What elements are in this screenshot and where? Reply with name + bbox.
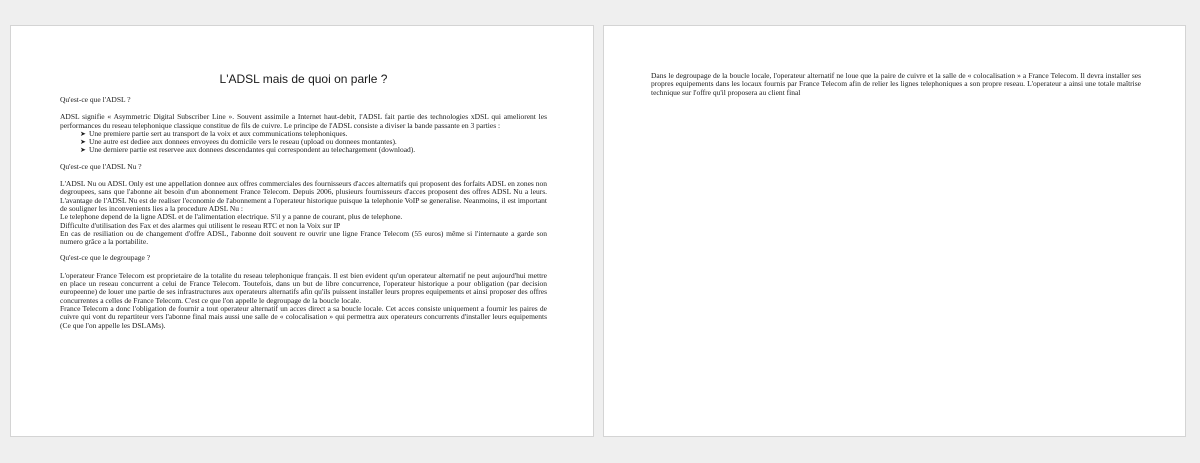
text-line: Le telephone depend de la ligne ADSL et de l'alimentation electrique. S'il y a panne de courant, plus de telephone. <box>60 212 403 222</box>
paragraph-degroupage-2: France Telecom a donc l'obligation de fournir a tout operateur alternatif un acces direct a sa boucle locale. Cet acces consiste uniquement a fournir les paires de cuivre qui vont du repartiteur vers l'abonne final mais aussi une salle de « colocalisation » qui permettra aux operateurs concurrents d'installer leurs equipements (Ce que l'on appelle les DSLAMs). <box>60 303 547 330</box>
page-1-body <box>60 72 547 330</box>
document-title: L'ADSL mais de quoi on parle ? <box>219 72 388 86</box>
bandwidth-parts-list <box>60 130 547 155</box>
paragraph-adsl-nu: L'ADSL Nu ou ADSL Only est une appellation donnee aux offres commerciales des fournisseurs d'acces alternatifs qui proposent des forfaits ADSL en zones non degroupees, sans que l'abonne ait besoin d'un abonnement France Telecom. Depuis 2006, plusieurs fournisseurs d'acces proposent des offres ADSL Nu a leurs. L'avantage de l'ADSL Nu est de realiser l'economie de l'abonnement a l'operateur historique puisque la telephonie VoIP se generalise. Neanmoins, il est important de souligner les inconvenients lies a la procedure ADSL Nu : <box>60 179 547 213</box>
list-item <box>80 146 547 154</box>
paragraph-degroupage-boucle-locale: Dans le degroupage de la boucle locale, l'operateur alternatif ne loue que la paire de cuivre et la salle de « colocalisation » a France Telecom. Il devra installer ses propres equipements dans les locaux fournis par France Telecom afin de relier les lignes telephoniques a son propre reseau. L'operateur a ainsi une totale maîtrise technique sur l'offre qu'il proposera au client final <box>651 71 1141 97</box>
text-line: Difficulte d'utilisation des Fax et des alarmes qui utilisent le reseau RTC et non la Voix sur IP <box>60 220 341 230</box>
document-page-1 <box>10 25 594 437</box>
section-heading-adsl: Qu'est-ce que l'ADSL ? <box>60 95 131 104</box>
document-page-2 <box>603 25 1186 437</box>
page-2-body <box>651 72 1141 97</box>
list-item-text: Une autre est dediee aux donnees envoyees du domicile vers le reseau (upload ou donnees montantes). <box>89 137 397 147</box>
list-item-text: Une premiere partie sert au transport de la voix et aux communications telephoniques. <box>89 128 348 138</box>
list-item-text: Une derniere partie est reservee aux donnees descendantes qui correspondent au telechargement (download). <box>89 145 416 155</box>
paragraph-degroupage-1: L'operateur France Telecom est proprietaire de la totalite du reseau telephonique français. Il est bien evident qu'un operateur alternatif ne peut aujourd'hui mettre en place un reseau concurrent a celui de France Telecom. Toutefois, dans un but de libre concurrence, l'operateur historique a pour obligation (par decision europeenne) de louer une partie de ses infrastructures aux operateurs alternatifs afin qu'ils puissent installer leurs propres equipements et ainsi proposer des offres concurrentes a celles de France Telecom. C'est ce que l'on appelle le degroupage de la boucle locale. <box>60 270 547 305</box>
arrowhead-bullet-icon: ➤ <box>80 146 86 155</box>
text-line: En cas de resiliation ou de changement d'offre ADSL, l'abonne doit souvent re ouvrir une ligne France Telecom (55 euros) même si l'internaute a garde son numero grâce a la portabilite. <box>60 228 547 247</box>
arrowhead-bullet-icon: ➤ <box>80 129 86 138</box>
section-heading-degroupage: Qu'est-ce que le degroupage ? <box>60 253 151 263</box>
section-heading-adsl-nu: Qu'est-ce que l'ADSL Nu ? <box>60 161 142 171</box>
paragraph-adsl-definition: ADSL signifie « Asymmetric Digital Subscriber Line ». Souvent assimile a Internet haut-debit, l'ADSL fait partie des technologies xDSL qui ameliorent les performances du reseau telephonique classique constitue de fils de cuivre. Le principe de l'ADSL consiste a diviser la bande passante en 3 parties : <box>60 112 547 130</box>
arrowhead-bullet-icon: ➤ <box>80 138 86 147</box>
